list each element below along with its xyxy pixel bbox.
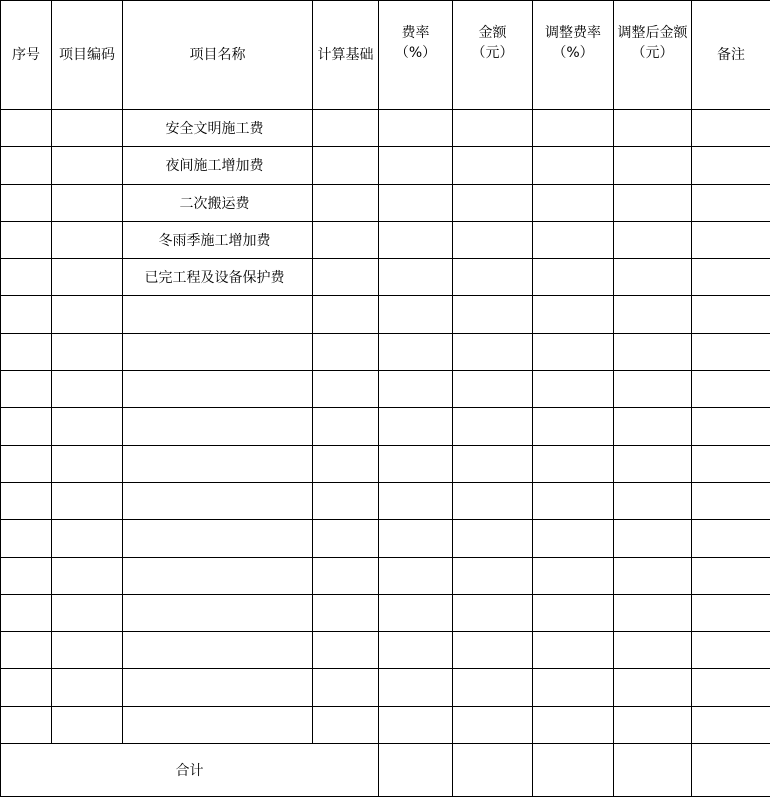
remark-cell — [692, 184, 770, 221]
name-cell — [123, 445, 313, 482]
name-cell — [123, 632, 313, 669]
remark-cell — [692, 445, 770, 482]
amount-cell — [453, 632, 533, 669]
code-cell — [52, 221, 123, 258]
remark-cell — [692, 296, 770, 333]
adj-rate-cell — [533, 669, 614, 706]
base-cell — [313, 184, 379, 221]
remark-cell — [692, 557, 770, 594]
rate-cell — [379, 445, 453, 482]
adj-amount-cell — [614, 482, 692, 519]
rate-cell — [379, 147, 453, 184]
amount-cell — [453, 371, 533, 408]
base-cell — [313, 333, 379, 370]
code-cell — [52, 706, 123, 743]
rate-cell — [379, 557, 453, 594]
table-row — [1, 594, 770, 631]
adj-rate-cell — [533, 557, 614, 594]
adj-rate-cell — [533, 632, 614, 669]
name-cell: 夜间施工增加费 — [123, 147, 313, 184]
remark-cell — [692, 371, 770, 408]
code-cell — [52, 445, 123, 482]
header-rate-label: 费率 — [379, 23, 452, 43]
table-row — [1, 557, 770, 594]
remark-cell — [692, 333, 770, 370]
table-row — [1, 482, 770, 519]
table-row — [1, 706, 770, 743]
total-adj-rate-cell — [533, 744, 614, 797]
rate-cell — [379, 669, 453, 706]
header-base: 计算基础 — [313, 1, 379, 110]
table-row — [1, 184, 770, 221]
rate-cell — [379, 371, 453, 408]
rate-cell — [379, 221, 453, 258]
total-rate-cell — [379, 744, 453, 797]
name-cell — [123, 333, 313, 370]
amount-cell — [453, 184, 533, 221]
code-cell — [52, 669, 123, 706]
seq-cell — [1, 333, 52, 370]
amount-cell — [453, 296, 533, 333]
adj-amount-cell — [614, 445, 692, 482]
amount-cell — [453, 110, 533, 147]
header-adj-amount-label: 调整后金额 — [614, 23, 691, 43]
adj-rate-cell — [533, 408, 614, 445]
code-cell — [52, 520, 123, 557]
rate-cell — [379, 259, 453, 296]
amount-cell — [453, 557, 533, 594]
amount-cell — [453, 706, 533, 743]
table-row — [1, 445, 770, 482]
remark-cell — [692, 482, 770, 519]
remark-cell — [692, 259, 770, 296]
amount-cell — [453, 445, 533, 482]
adj-amount-cell — [614, 296, 692, 333]
amount-cell — [453, 482, 533, 519]
code-cell — [52, 184, 123, 221]
header-seq: 序号 — [1, 1, 52, 110]
adj-rate-cell — [533, 184, 614, 221]
code-cell — [52, 296, 123, 333]
rate-cell — [379, 184, 453, 221]
seq-cell — [1, 520, 52, 557]
seq-cell — [1, 296, 52, 333]
total-row — [1, 744, 770, 797]
adj-amount-cell — [614, 147, 692, 184]
name-cell — [123, 669, 313, 706]
adj-rate-cell — [533, 259, 614, 296]
code-cell — [52, 333, 123, 370]
code-cell — [52, 557, 123, 594]
total-remark-cell — [692, 744, 770, 797]
remark-cell — [692, 632, 770, 669]
table-row — [1, 520, 770, 557]
base-cell — [313, 296, 379, 333]
code-cell — [52, 259, 123, 296]
adj-rate-cell — [533, 296, 614, 333]
adj-amount-cell — [614, 110, 692, 147]
adj-amount-cell — [614, 632, 692, 669]
adj-amount-cell — [614, 184, 692, 221]
seq-cell — [1, 110, 52, 147]
amount-cell — [453, 669, 533, 706]
header-adj-rate-unit: （%） — [533, 43, 613, 63]
seq-cell — [1, 259, 52, 296]
amount-cell — [453, 520, 533, 557]
name-cell — [123, 706, 313, 743]
seq-cell — [1, 706, 52, 743]
adj-amount-cell — [614, 520, 692, 557]
name-cell — [123, 594, 313, 631]
base-cell — [313, 445, 379, 482]
header-adj-amount-unit: （元） — [614, 43, 691, 63]
table-row — [1, 408, 770, 445]
base-cell — [313, 482, 379, 519]
table-row — [1, 147, 770, 184]
seq-cell — [1, 147, 52, 184]
code-cell — [52, 147, 123, 184]
seq-cell — [1, 408, 52, 445]
table-row — [1, 296, 770, 333]
rate-cell — [379, 333, 453, 370]
seq-cell — [1, 482, 52, 519]
name-cell: 安全文明施工费 — [123, 110, 313, 147]
adj-amount-cell — [614, 333, 692, 370]
table-row — [1, 259, 770, 296]
rate-cell — [379, 520, 453, 557]
base-cell — [313, 110, 379, 147]
total-adj-amount-cell — [614, 744, 692, 797]
header-adj-rate-label: 调整费率 — [533, 23, 613, 43]
amount-cell — [453, 333, 533, 370]
header-amount — [453, 1, 533, 110]
remark-cell — [692, 706, 770, 743]
adj-rate-cell — [533, 482, 614, 519]
header-amount-label: 金额 — [453, 23, 532, 43]
header-rate-unit: （%） — [379, 43, 452, 63]
rate-cell — [379, 110, 453, 147]
name-cell — [123, 296, 313, 333]
seq-cell — [1, 632, 52, 669]
header-remark: 备注 — [692, 1, 770, 110]
adj-rate-cell — [533, 706, 614, 743]
table-row — [1, 632, 770, 669]
total-label: 合计 — [1, 744, 379, 797]
base-cell — [313, 669, 379, 706]
name-cell: 冬雨季施工增加费 — [123, 221, 313, 258]
header-amount-unit: （元） — [453, 43, 532, 63]
remark-cell — [692, 221, 770, 258]
adj-rate-cell — [533, 520, 614, 557]
base-cell — [313, 408, 379, 445]
base-cell — [313, 557, 379, 594]
seq-cell — [1, 445, 52, 482]
code-cell — [52, 371, 123, 408]
base-cell — [313, 594, 379, 631]
header-rate — [379, 1, 453, 110]
code-cell — [52, 408, 123, 445]
seq-cell — [1, 669, 52, 706]
amount-cell — [453, 259, 533, 296]
base-cell — [313, 632, 379, 669]
amount-cell — [453, 408, 533, 445]
table-row — [1, 371, 770, 408]
rate-cell — [379, 408, 453, 445]
base-cell — [313, 221, 379, 258]
base-cell — [313, 147, 379, 184]
code-cell — [52, 632, 123, 669]
rate-cell — [379, 706, 453, 743]
remark-cell — [692, 110, 770, 147]
seq-cell — [1, 221, 52, 258]
remark-cell — [692, 594, 770, 631]
table-row — [1, 333, 770, 370]
adj-amount-cell — [614, 594, 692, 631]
adj-amount-cell — [614, 221, 692, 258]
base-cell — [313, 706, 379, 743]
adj-rate-cell — [533, 147, 614, 184]
remark-cell — [692, 520, 770, 557]
remark-cell — [692, 408, 770, 445]
adj-rate-cell — [533, 221, 614, 258]
name-cell — [123, 520, 313, 557]
name-cell — [123, 557, 313, 594]
adj-amount-cell — [614, 706, 692, 743]
base-cell — [313, 259, 379, 296]
amount-cell — [453, 594, 533, 631]
adj-amount-cell — [614, 557, 692, 594]
seq-cell — [1, 557, 52, 594]
header-name: 项目名称 — [123, 1, 313, 110]
code-cell — [52, 110, 123, 147]
header-code: 项目编码 — [52, 1, 123, 110]
name-cell — [123, 371, 313, 408]
rate-cell — [379, 594, 453, 631]
adj-rate-cell — [533, 110, 614, 147]
table-row — [1, 669, 770, 706]
seq-cell — [1, 371, 52, 408]
table-body — [1, 110, 770, 744]
amount-cell — [453, 147, 533, 184]
rate-cell — [379, 482, 453, 519]
name-cell — [123, 408, 313, 445]
rate-cell — [379, 296, 453, 333]
adj-amount-cell — [614, 408, 692, 445]
base-cell — [313, 520, 379, 557]
remark-cell — [692, 147, 770, 184]
seq-cell — [1, 184, 52, 221]
table-row — [1, 110, 770, 147]
code-cell — [52, 594, 123, 631]
remark-cell — [692, 669, 770, 706]
header-row — [1, 1, 770, 110]
header-adj-rate — [533, 1, 614, 110]
total-amount-cell — [453, 744, 533, 797]
table-row — [1, 221, 770, 258]
name-cell: 已完工程及设备保护费 — [123, 259, 313, 296]
adj-rate-cell — [533, 445, 614, 482]
adj-rate-cell — [533, 371, 614, 408]
name-cell — [123, 482, 313, 519]
adj-amount-cell — [614, 669, 692, 706]
base-cell — [313, 371, 379, 408]
adj-amount-cell — [614, 259, 692, 296]
code-cell — [52, 482, 123, 519]
adj-rate-cell — [533, 333, 614, 370]
seq-cell — [1, 594, 52, 631]
amount-cell — [453, 221, 533, 258]
name-cell: 二次搬运费 — [123, 184, 313, 221]
adj-amount-cell — [614, 371, 692, 408]
header-adj-amount — [614, 1, 692, 110]
rate-cell — [379, 632, 453, 669]
adj-rate-cell — [533, 594, 614, 631]
